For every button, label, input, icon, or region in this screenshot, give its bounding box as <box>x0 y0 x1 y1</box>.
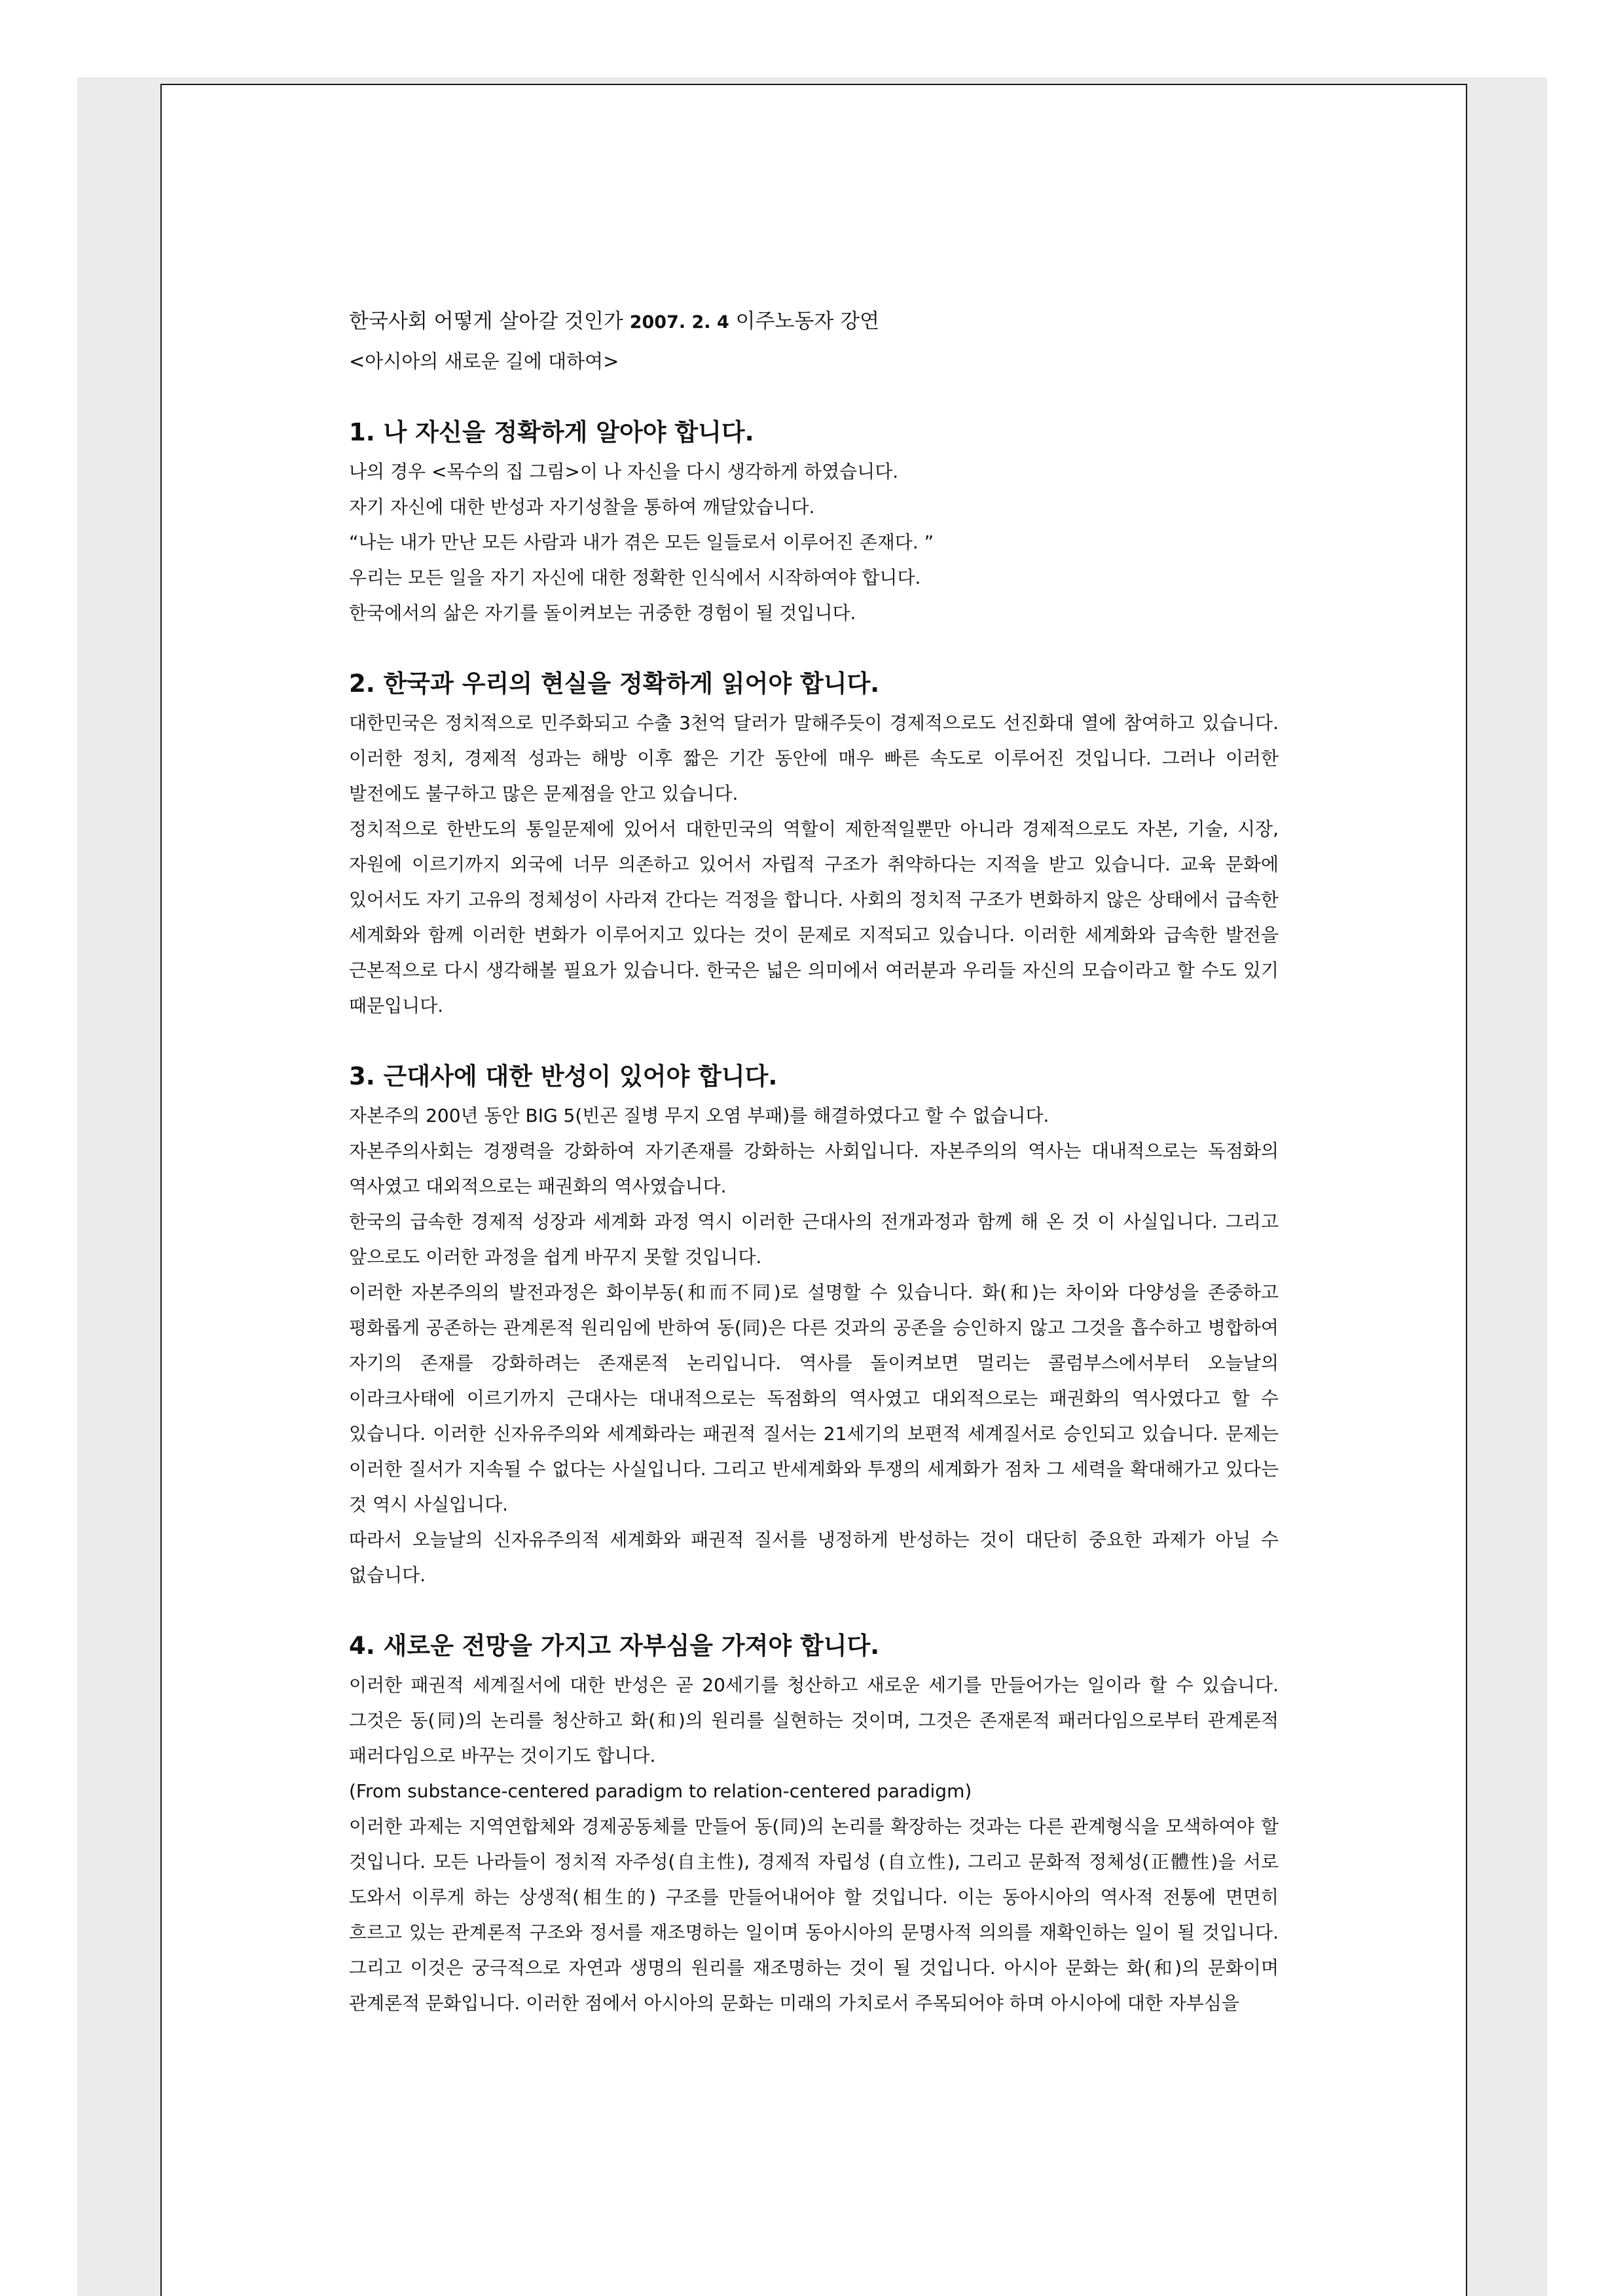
paragraph: 자본주의사회는 경쟁력을 강화하여 자기존재를 강화하는 사회입니다. 자본주의의 역사는 대내적으로는 독점화의 역사였고 대외적으로는 패권화의 역사였습니다. <box>349 1140 1279 1197</box>
document-page <box>160 84 1467 2296</box>
paragraph: 대한민국은 정치적으로 민주화되고 수출 3천억 달러가 말해주듯이 경제적으로도 선진화대 열에 참여하고 있습니다. 이러한 정치, 경제적 성과는 해방 이후 짧은 기간 동안에 매우 빠른 속도로 이루어진 것입니다. 그러나 이러한 발전에도 불구하고 많은 문제점을 안고 있습니다. <box>349 712 1279 804</box>
document-content <box>349 301 1279 2021</box>
paragraph: 자기 자신에 대한 반성과 자기성찰을 통하여 깨달았습니다. <box>349 496 815 518</box>
title-date: 2007. 2. 4 <box>629 312 729 332</box>
paragraph: 나의 경우 <목수의 집 그림>이 나 자신을 다시 생각하게 하였습니다. <box>349 461 899 482</box>
paragraph: 정치적으로 한반도의 통일문제에 있어서 대한민국의 역할이 제한적일뿐만 아니라 경제적으로도 자본, 기술, 시장, 자원에 이르기까지 외국에 너무 의존하고 있어서 자립적 구조가 취약하다는 지적을 받고 있습니다. 교육 문화에 있어서도 자기 고유의 정체성이 사라져 간다는 걱정을 합니다. 사회의 정치적 구조가 변화하지 않은 상태에서 급속한 세계화와 함께 이러한 변화가 이루어지고 있다는 것이 문제로 지적되고 있습니다. 이러한 세계화와 급속한 발전을 근본적으로 다시 생각해볼 필요가 있습니다. 한국은 넓은 의미에서 여러분과 우리들 자신의 모습이라고 할 수도 있기 때문입니다. <box>349 818 1279 1016</box>
paragraph: 이러한 패권적 세계질서에 대한 반성은 곧 20세기를 청산하고 새로운 세기를 만들어가는 일이라 할 수 있습니다. 그것은 동(同)의 논리를 청산하고 화(和)의 원리를 실현하는 것이며, 그것은 존재론적 패러다임으로부터 관계론적 패러다임으로 바꾸는 것이기도 합니다. <box>349 1674 1279 1767</box>
title-suffix: 이주노동자 강연 <box>735 310 880 333</box>
section-heading: 3. 근대사에 대한 반성이 있어야 합니다. <box>349 1062 778 1090</box>
section-heading: 2. 한국과 우리의 현실을 정확하게 읽어야 합니다. <box>349 670 880 698</box>
title-text: 한국사회 어떻게 살아갈 것인가 <box>349 310 623 333</box>
section-4 <box>349 1624 1279 2021</box>
section-2 <box>349 662 1279 1024</box>
section-heading: 4. 새로운 전망을 가지고 자부심을 가져야 합니다. <box>349 1632 880 1660</box>
paragraph: 자본주의 200년 동안 BIG 5(빈곤 질병 무지 오염 부패)를 해결하였다고 할 수 없습니다. <box>349 1105 1049 1126</box>
document-title <box>349 301 1279 343</box>
paragraph: “나는 내가 만난 모든 사람과 내가 겪은 모든 일들로서 이루어진 존재다. ” <box>349 531 934 553</box>
paragraph: 우리는 모든 일을 자기 자신에 대한 정확한 인식에서 시작하여야 합니다. <box>349 567 921 588</box>
paragraph: 한국에서의 삶은 자기를 돌이켜보는 귀중한 경험이 될 것입니다. <box>349 602 856 624</box>
section-3 <box>349 1055 1279 1593</box>
document-subtitle: <아시아의 새로운 길에 대하여> <box>349 350 619 372</box>
paragraph-english: (From substance-centered paradigm to relation-centered paradigm) <box>349 1780 972 1802</box>
paragraph: 따라서 오늘날의 신자유주의적 세계화와 패권적 질서를 냉정하게 반성하는 것이 대단히 중요한 과제가 아닐 수 없습니다. <box>349 1529 1279 1586</box>
paragraph: 이러한 과제는 지역연합체와 경제공동체를 만들어 동(同)의 논리를 확장하는 것과는 다른 관계형식을 모색하여야 할 것입니다. 모든 나라들이 정치적 자주성(自主性), 경제적 자립성 (自立性), 그리고 문화적 정체성(正體性)을 서로 도와서 이루게 하는 상생적(相生的) 구조를 만들어내어야 할 것입니다. 이는 동아시아의 역사적 전통에 면면히 흐르고 있는 관계론적 구조와 정서를 재조명하는 일이며 동아시아의 문명사적 의의를 재확인하는 일이 될 것입니다. 그리고 이것은 궁극적으로 자연과 생명의 원리를 재조명하는 것이 될 것입니다. 아시아 문화는 화(和)의 문화이며 관계론적 문화입니다. 이러한 점에서 아시아의 문화는 미래의 가치로서 주목되어야 하며 아시아에 대한 자부심을 <box>349 1816 1279 2014</box>
section-heading: 1. 나 자신을 정확하게 알아야 합니다. <box>349 418 754 446</box>
section-1 <box>349 411 1279 631</box>
paragraph: 이러한 자본주의의 발전과정은 화이부동(和而不同)로 설명할 수 있습니다. 화(和)는 차이와 다양성을 존중하고 평화롭게 공존하는 관계론적 원리임에 반하여 동(同)은 다른 것과의 공존을 승인하지 않고 그것을 흡수하고 병합하여 자기의 존재를 강화하려는 존재론적 논리입니다. 역사를 돌이켜보면 멀리는 콜럼부스에서부터 오늘날의 이라크사태에 이르기까지 근대사는 대내적으로는 독점화의 역사였고 대외적으로는 패권화의 역사였다고 할 수 있습니다. 이러한 신자유주의와 세계화라는 패권적 질서는 21세기의 보편적 세계질서로 승인되고 있습니다. 문제는 이러한 질서가 지속될 수 없다는 사실입니다. 그리고 반세계화와 투쟁의 세계화가 점차 그 세력을 확대해가고 있다는 것 역시 사실입니다. <box>349 1282 1279 1515</box>
paragraph: 한국의 급속한 경제적 성장과 세계화 과정 역시 이러한 근대사의 전개과정과 함께 해 온 것 이 사실입니다. 그리고 앞으로도 이러한 과정을 쉽게 바꾸지 못할 것입니다. <box>349 1211 1279 1268</box>
